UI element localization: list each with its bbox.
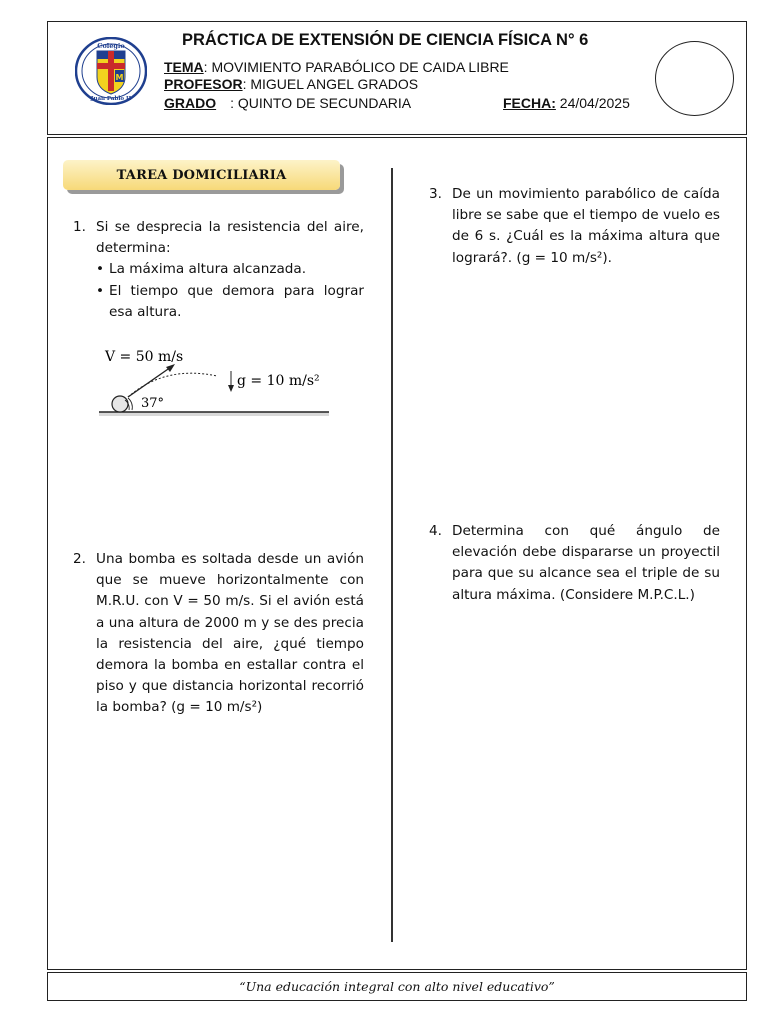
question-number: 1. xyxy=(73,219,86,235)
profesor-label: PROFESOR xyxy=(164,76,243,92)
question-number: 4. xyxy=(429,523,442,539)
gravity-label: g = 10 m/s² xyxy=(237,373,320,389)
velocity-vector xyxy=(128,367,171,397)
gravity-arrowhead xyxy=(228,385,234,392)
page-title: PRÁCTICA DE EXTENSIÓN DE CIENCIA FÍSICA N° 6 xyxy=(182,31,589,49)
profesor-line xyxy=(164,76,418,92)
ball xyxy=(112,396,128,412)
velocity-label: V = 50 m/s xyxy=(105,349,184,365)
grado-line xyxy=(164,95,411,111)
question-4 xyxy=(429,521,720,606)
bullet-item: • La máxima altura alcanzada. xyxy=(96,259,364,280)
question-bullets xyxy=(96,259,364,323)
svg-text:Colegio: Colegio xyxy=(97,42,125,50)
question-1 xyxy=(73,217,364,323)
question-text: Determina con qué ángulo de elevación debe dispararse un proyectil para que su alcance sea el triple de su altura máxima. (Considere M.P.C.L.) xyxy=(452,523,720,603)
angle-label: 37° xyxy=(141,396,165,411)
velocity-arrowhead xyxy=(166,364,175,372)
question-text: Una bomba es soltada desde un avión que se mueve horizontalmente con M.R.U. con V = 50 m/s. Si el avión está a una altura de 2000 m y se des precia la resistencia del aire, ¿qué tiempo demora la bomba en estallar contra el piso y que distancia horizontal recorrió la bomba? (g = 10 m/s²) xyxy=(96,551,364,716)
question-2 xyxy=(73,549,364,719)
tema-value: : MOVIMIENTO PARABÓLICO DE CAIDA LIBRE xyxy=(203,59,509,75)
tema-line xyxy=(164,59,509,75)
grado-value: : QUINTO DE SECUNDARIA xyxy=(230,95,412,111)
question-number: 3. xyxy=(429,186,442,202)
fecha-value: 24/04/2025 xyxy=(555,95,630,111)
question-text: Si se desprecia la resistencia del aire, determina: xyxy=(96,219,364,257)
section-label: TAREA DOMICILIARIA xyxy=(63,160,340,190)
grado-label: GRADO xyxy=(164,95,217,111)
fecha-label: FECHA: xyxy=(503,95,556,111)
trajectory xyxy=(128,373,217,397)
question-3 xyxy=(429,184,720,269)
fecha-line xyxy=(503,95,630,111)
svg-text:M: M xyxy=(115,73,124,82)
column-divider xyxy=(391,168,393,942)
profesor-value: : MIGUEL ANGEL GRADOS xyxy=(242,76,419,92)
bullet-item: • El tiempo que demora para lograr esa altura. xyxy=(96,281,364,323)
tema-label: TEMA xyxy=(164,59,204,75)
question-text: De un movimiento parabólico de caída libre se sabe que el tiempo de vuelo es de 6 s. ¿Cuál es la máxima altura que logrará?. (g = 10 m/s²). xyxy=(452,186,720,266)
question-number: 2. xyxy=(73,551,86,567)
svg-text:Juan Pablo II: Juan Pablo II xyxy=(90,96,132,102)
school-logo xyxy=(75,37,147,105)
photo-circle xyxy=(655,41,734,116)
footer-motto: “Una educación integral con alto nivel educativo” xyxy=(239,979,555,994)
projectile-diagram xyxy=(95,340,335,424)
